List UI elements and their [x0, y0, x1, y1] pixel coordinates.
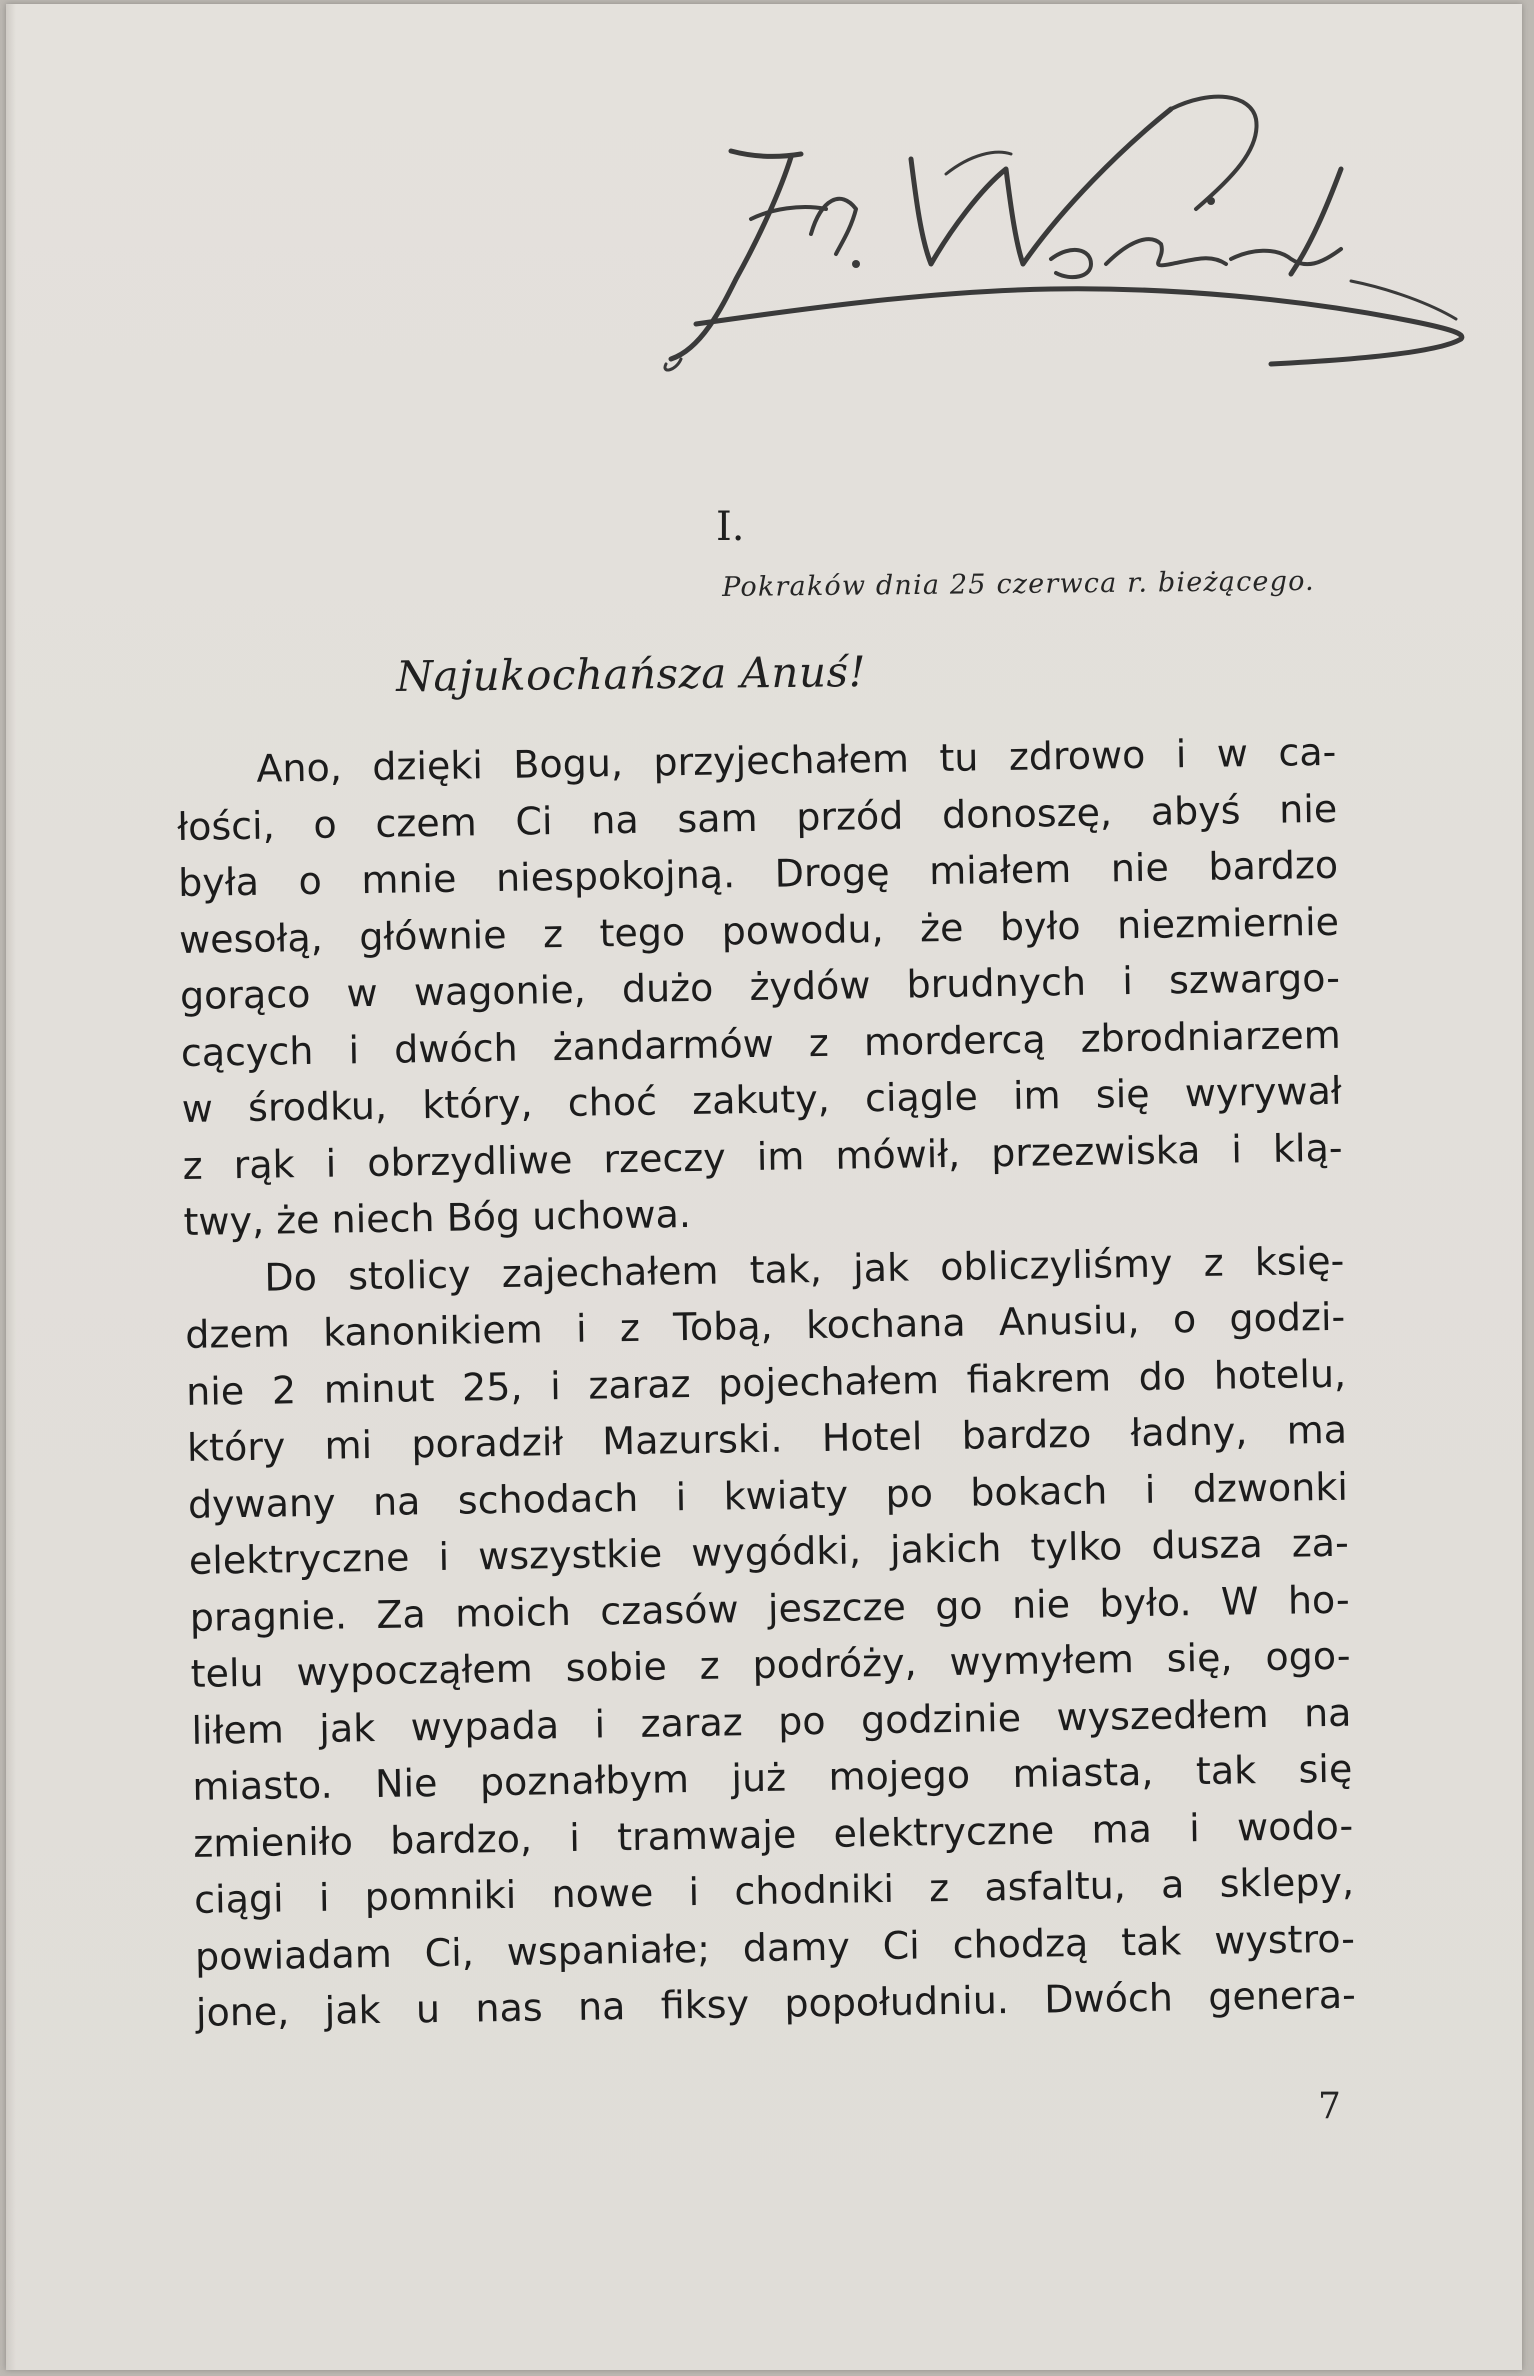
- text-line: twy, że niech Bóg uchowa.: [183, 1191, 692, 1244]
- text-line: cących i dwóch żandarmów z mordercą zbrodniarzem: [180, 1012, 1342, 1075]
- text-line: Do stolicy zajechałem tak, jak obliczyliśmy z księ-: [264, 1238, 1345, 1300]
- text-line: liłem jak wypada i zaraz po godzinie wyszedłem na: [191, 1690, 1352, 1753]
- text-line: elektryczne i wszystkie wygódki, jakich tylko dusza za-: [188, 1520, 1350, 1583]
- text-line: powiadam Ci, wspaniałe; damy Ci chodzą tak wystro-: [194, 1916, 1356, 1979]
- page-number: 7: [1318, 2086, 1341, 2127]
- book-page: [6, 4, 1522, 2370]
- text-line: dzem kanonikiem i z Tobą, kochana Anusiu, o godzi-: [184, 1294, 1346, 1357]
- text-line: była o mnie niespokojną. Drogę miałem nie bardzo: [177, 842, 1339, 905]
- text-line: telu wypocząłem sobie z podróży, wymyłem się, ogo-: [190, 1633, 1351, 1696]
- letter-body: [176, 724, 1356, 2042]
- handwritten-signature: [651, 59, 1481, 379]
- text-line: z rąk i obrzydliwe rzeczy im mówił, przezwiska i klą-: [182, 1125, 1343, 1188]
- text-line: w środku, który, choć zakuty, ciągle im się wyrywał: [181, 1068, 1342, 1131]
- text-line: nie 2 minut 25, i zaraz pojechałem fiakrem do hotelu,: [185, 1351, 1347, 1414]
- text-line: wesołą, głównie z tego powodu, że było niezmiernie: [178, 899, 1340, 962]
- text-line: Ano, dzięki Bogu, przyjechałem tu zdrowo i w ca-: [256, 729, 1337, 791]
- text-line: łości, o czem Ci na sam przód donoszę, abyś nie: [176, 786, 1338, 849]
- text-line: zmieniło bardzo, i tramwaje elektryczne ma i wodo-: [192, 1803, 1354, 1866]
- text-line: pragnie. Za moich czasów jeszcze go nie było. W ho-: [189, 1577, 1350, 1640]
- text-line: jone, jak u nas na fiksy popołudniu. Dwóch genera-: [195, 1972, 1357, 2035]
- text-line: który mi poradził Mazurski. Hotel bardzo ładny, ma: [186, 1407, 1348, 1470]
- text-line: dywany na schodach i kwiaty po bokach i dzwonki: [187, 1464, 1349, 1527]
- chapter-number: I.: [716, 504, 745, 550]
- date-line: Pokraków dnia 25 czerwca r. bieżącego.: [722, 565, 1316, 603]
- text-line: ciągi i pomniki nowe i chodniki z asfaltu, a sklepy,: [193, 1859, 1355, 1922]
- text-line: gorąco w wagonie, dużo żydów brudnych i szwargo-: [179, 955, 1341, 1018]
- salutation: Najukochańsza Anuś!: [396, 647, 867, 701]
- page-edge-shadow: [6, 4, 16, 2370]
- text-line: miasto. Nie poznałbym już mojego miasta, tak się: [192, 1746, 1353, 1809]
